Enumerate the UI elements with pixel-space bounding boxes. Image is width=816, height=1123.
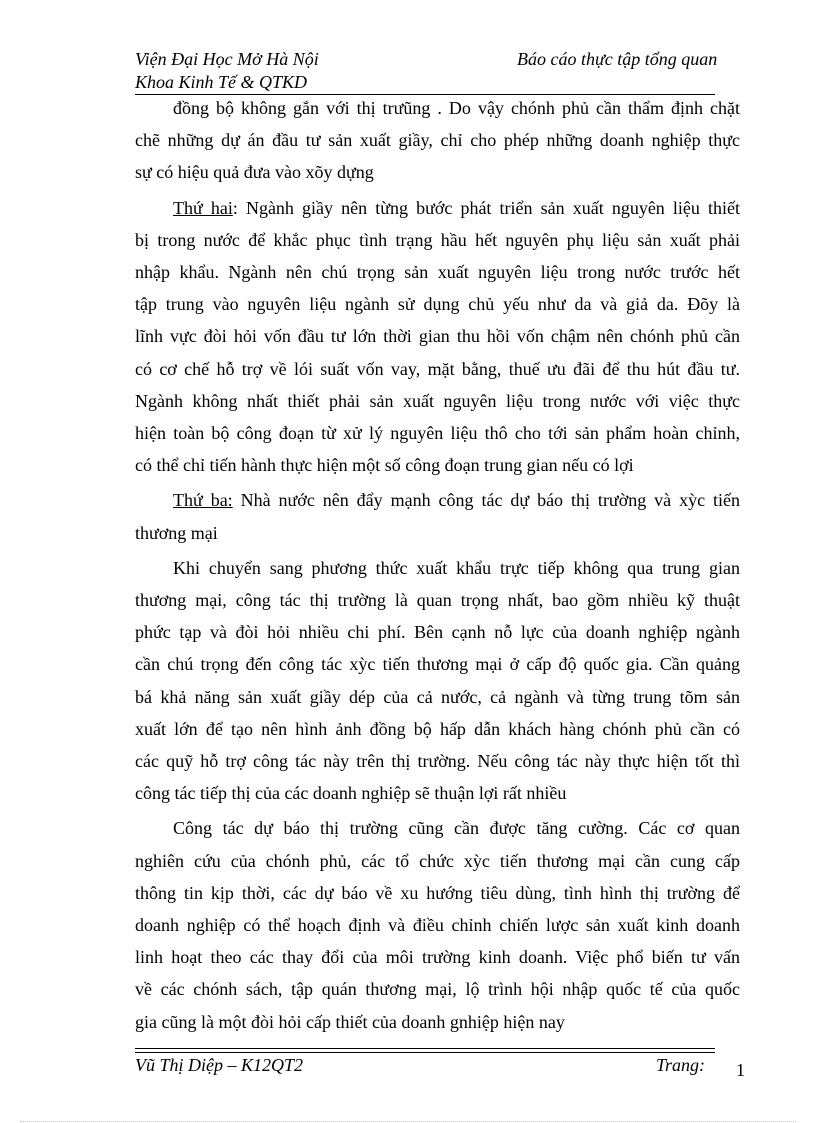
p4-line: cần chú trọng đến công tác xỳc tiến thương mại ở cấp độ quốc gia. Cần quảng <box>135 654 740 675</box>
footer-author: Vũ Thị Diệp – K12QT2 <box>135 1055 304 1075</box>
p3-line: thương mại <box>135 522 218 543</box>
footer-rule <box>135 1048 715 1053</box>
paragraph-3 <box>135 484 740 548</box>
p2-line: hiện toàn bộ công đoạn từ xử lý nguyên liệu thô cho tới sản phẩm hoàn chỉnh, <box>135 423 740 444</box>
p4-line: thương mại, công tác thị trường là quan trọng nhất, bao gồm nhiều kỹ thuật <box>135 590 740 611</box>
institute-name: Viện Đại Học Mở Hà Nội <box>135 49 319 69</box>
p4-line: các quỹ hỗ trợ công tác này trên thị trường. Nếu công tác này thực hiện tốt thì <box>135 751 740 772</box>
p3-line: Nhà nước nên đẩy mạnh công tác dự báo thị trường và xỳc tiến <box>232 490 740 511</box>
p2-line: tập trung vào nguyên liệu ngành sử dụng chủ yếu như da và giả da. Đõy là <box>135 294 740 315</box>
p2-line: có thể chỉ tiến hành thực hiện một số công đoạn trung gian nếu có lợi <box>135 455 634 476</box>
p4-line: bá khả năng sản xuất giầy dép của cả nước, cả ngành và từng trung tõm sản <box>135 686 740 707</box>
p5-line: nghiên cứu của chónh phủ, các tổ chức xỳc tiến thương mại cần cung cấp <box>135 850 740 871</box>
p5-line: Công tác dự báo thị trường cũng cần được tăng cường. Các cơ quan <box>173 818 740 839</box>
p2-line: nhập khẩu. Ngành nên chú trọng sản xuất nguyên liệu trong nước trước hết <box>135 262 740 283</box>
p2-line: bị trong nước để khắc phục tình trạng hầu hết nguyên phụ liệu sản xuất phải <box>135 229 740 250</box>
p3-label: Thứ ba: <box>173 490 233 511</box>
p1-line: chẽ những dự án đầu tư sản xuất giầy, chỉ cho phép những doanh nghiệp thực <box>135 130 740 151</box>
p4-line: xuất lớn để tạo nên hình ảnh đồng bộ hấp dẫn khách hàng chónh phủ cần có <box>135 718 740 739</box>
page-boundary <box>20 1121 796 1122</box>
footer-page-label: Trang: <box>656 1055 706 1075</box>
p2-line: có cơ chế hỗ trợ về lói suất vốn vay, mặt bằng, thuế ưu đãi để thu hút đầu tư. <box>135 358 740 379</box>
faculty-name: Khoa Kinh Tế & QTKD <box>135 72 308 92</box>
page-number: 1 <box>736 1060 745 1080</box>
p5-line: thông tin kịp thời, các dự báo về xu hướng tiêu dùng, tình hình thị trường để <box>135 882 740 903</box>
p2-label: Thứ hai <box>173 197 233 218</box>
header-left <box>135 48 319 94</box>
p1-line: đồng bộ không gắn với thị trưũng . Do vậy chónh phủ cần thẩm định chặt <box>173 98 740 118</box>
paragraph-5 <box>135 812 740 1037</box>
p5-line: doanh nghiệp có thể hoạch định và điều chỉnh chiến lược sản xuất kinh doanh <box>135 915 740 936</box>
paragraph-1 <box>135 92 740 189</box>
p4-line: phức tạp và đòi hỏi nhiều chi phí. Bên cạnh nỗ lực của doanh nghiệp ngành <box>135 622 740 643</box>
document-body <box>135 92 740 1038</box>
p5-line: gia cũng là một đòi hỏi cấp thiết của doanh gnhiệp hiện nay <box>135 1011 565 1032</box>
report-title: Báo cáo thực tập tổng quan <box>517 49 718 69</box>
p2-line: Ngành không nhất thiết phải sản xuất nguyên liệu trong nước với việc thực <box>135 390 740 411</box>
p2-line: lĩnh vực đòi hỏi vốn đầu tư lớn thời gian thu hồi vốn chậm nên chónh phủ cần <box>135 326 740 347</box>
p1-line: sự có hiệu quả đưa vào xõy dựng <box>135 162 374 183</box>
p5-line: linh hoạt theo các thay đổi của môi trường kinh doanh. Việc phổ biến tư vấn <box>135 947 740 968</box>
p4-line: công tác tiếp thị của các doanh nghiệp sẽ thuận lợi rất nhiều <box>135 783 567 804</box>
paragraph-2 <box>135 192 740 482</box>
p2-line: : Ngành giầy nên từng bước phát triển sản xuất nguyên liệu thiết <box>232 197 740 218</box>
p5-line: về các chónh sách, tập quán thương mại, lộ trình hội nhập quốc tế của quốc <box>135 979 740 1000</box>
paragraph-4 <box>135 552 740 810</box>
p4-line: Khi chuyển sang phương thức xuất khẩu trực tiếp không qua trung gian <box>173 557 740 578</box>
